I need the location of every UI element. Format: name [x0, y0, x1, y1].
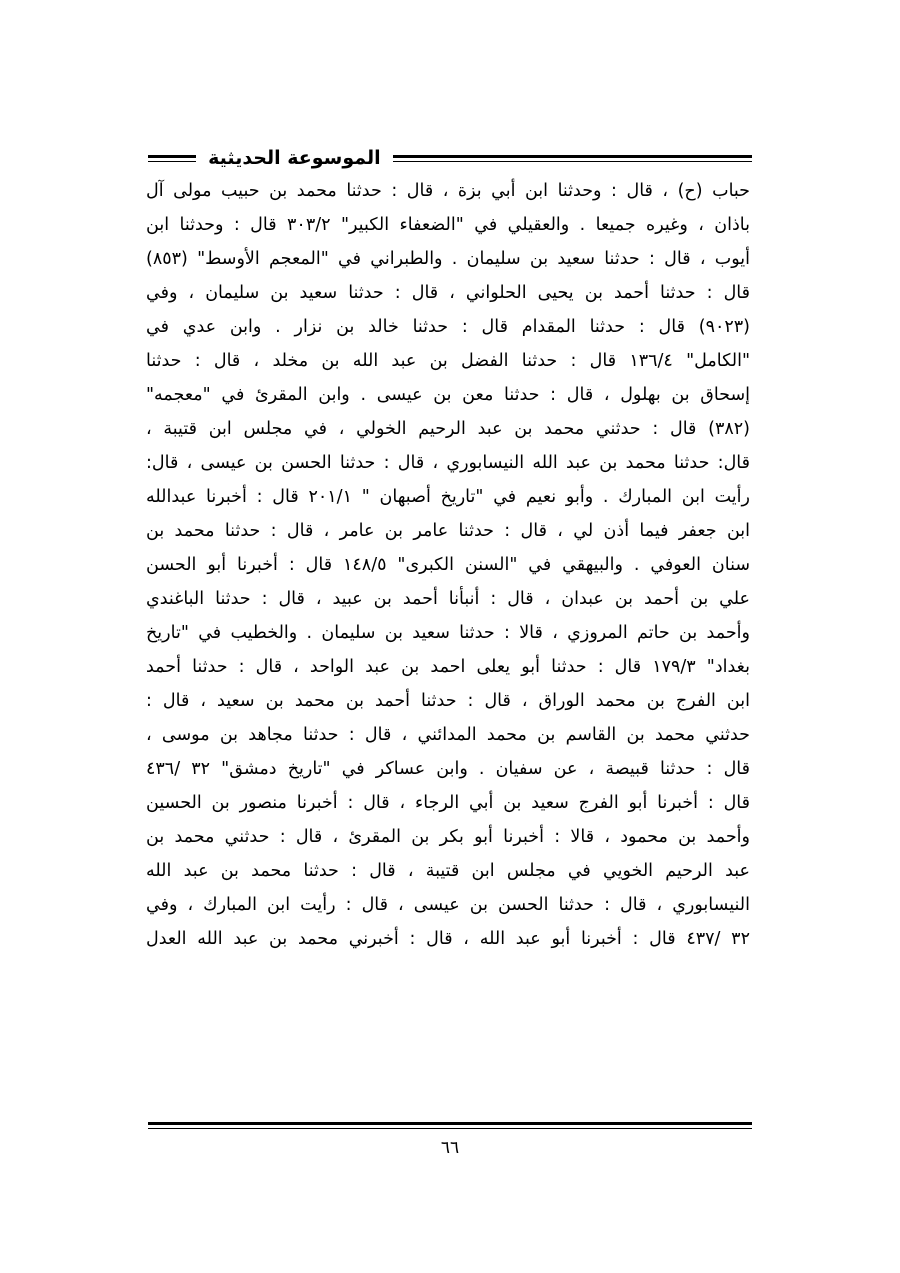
text-line: ٣٢ /٤٣٧ قال : أخبرنا أبو عبد الله ، قال : أخبرني محمد بن عبد الله العدل [146, 929, 750, 949]
text-line: رأيت ابن المبارك . وأبو نعيم في "تاريخ أصبهان " ٢٠١/١ قال : أخبرنا عبدالله [146, 487, 750, 507]
page-title: الموسوعة الحديثية [208, 146, 381, 169]
text-line: قال : أخبرنا أبو الفرج سعيد بن أبي الرجاء ، قال : أخبرنا منصور بن الحسين [146, 793, 750, 813]
text-line: بغداد" ١٧٩/٣ قال : حدثنا أبو يعلى احمد بن عبد الواحد ، قال : حدثنا أحمد [146, 657, 750, 677]
text-line: سنان العوفي . والبيهقي في "السنن الكبرى" ١٤٨/٥ قال : أخبرنا أبو الحسن [146, 555, 751, 575]
text-line: إسحاق بن بهلول ، قال : حدثنا معن بن عيسى . وابن المقرئ في "معجمه" [146, 385, 750, 405]
text-line: أيوب ، قال : حدثنا سعيد بن سليمان . والطبراني في "المعجم الأوسط" (٨٥٣) [146, 249, 750, 269]
text-line: باذان ، وغيره جميعا . والعقيلي في "الضعفاء الكبير" ٣٠٣/٢ قال : وحدثنا ابن [146, 215, 750, 235]
page-body [146, 174, 750, 956]
header-rule-left [148, 155, 196, 162]
text-line: قال : حدثنا قبيصة ، عن سفيان . وابن عساكر في "تاريخ دمشق" ٣٢ /٤٣٦ [146, 759, 750, 779]
header-rule-right [393, 155, 752, 162]
text-line: "الكامل" ١٣٦/٤ قال : حدثنا الفضل بن عبد الله بن مخلد ، قال : حدثنا [146, 351, 750, 371]
text-line: (٣٨٢) قال : حدثني محمد بن عبد الرحيم الخولي ، في مجلس ابن قتيبة ، [146, 419, 750, 439]
text-line: وأحمد بن محمود ، قالا : أخبرنا أبو بكر بن المقرئ ، قال : حدثني محمد بن [146, 827, 750, 847]
text-line: ابن الفرج بن محمد الوراق ، قال : حدثنا أحمد بن محمد بن سعيد ، قال : [146, 691, 750, 711]
text-line: (٩٠٢٣) قال : حدثنا المقدام قال : حدثنا خالد بن نزار . وابن عدي في [146, 317, 750, 337]
footer-rule [148, 1122, 752, 1129]
text-line: قال : حدثنا أحمد بن يحيى الحلواني ، قال : حدثنا سعيد بن سليمان ، وفي [146, 283, 750, 303]
text-line: حباب (ح) ، قال : وحدثنا ابن أبي بزة ، قال : حدثنا محمد بن حبيب مولى آل [146, 181, 750, 201]
text-line: النيسابوري ، قال : حدثنا الحسن بن عيسى ، قال : رأيت ابن المبارك ، وفي [146, 895, 750, 915]
text-line: قال: حدثنا محمد بن عبد الله النيسابوري ، قال : حدثنا الحسن بن عيسى ، قال: [146, 453, 750, 473]
text-line: حدثني محمد بن القاسم بن محمد المدائني ، قال : حدثنا مجاهد بن موسى ، [146, 725, 750, 745]
page-number: ٦٦ [440, 1138, 460, 1158]
text-line: ابن جعفر فيما أذن لي ، قال : حدثنا عامر بن عامر ، قال : حدثنا محمد بن [146, 521, 750, 541]
text-line: عبد الرحيم الخويي في مجلس ابن قتيبة ، قال : حدثنا محمد بن عبد الله [146, 861, 750, 881]
text-line: وأحمد بن حاتم المروزي ، قالا : حدثنا سعيد بن سليمان . والخطيب في "تاريخ [146, 623, 750, 643]
text-line: علي بن أحمد بن عبدان ، قال : أنبأنا أحمد بن عبيد ، قال : حدثنا الباغندي [146, 589, 750, 609]
page-header [148, 138, 752, 178]
